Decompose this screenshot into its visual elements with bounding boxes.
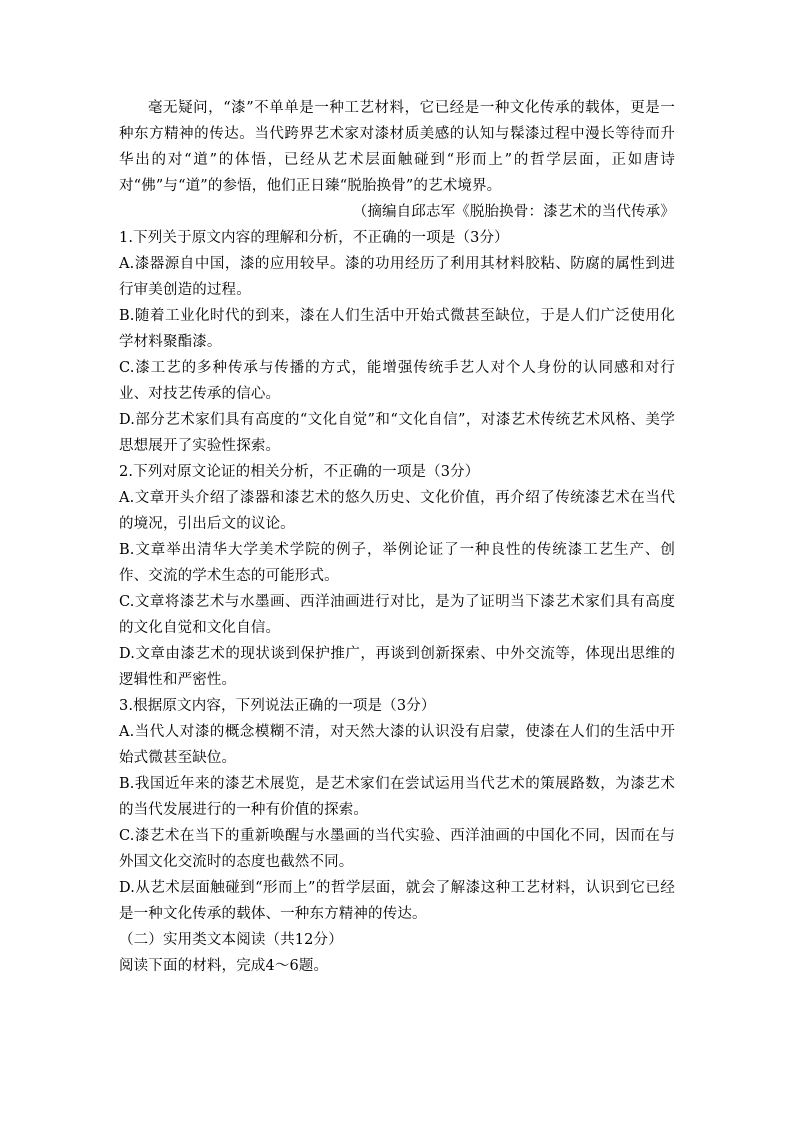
option-b: B.我国近年来的漆艺术展览，是艺术家们在尝试运用当代艺术的策展路数，为漆艺术的当代发展进行的一种有价值的探索。: [119, 776, 675, 818]
question-stem: 1.下列关于原文内容的理解和分析，不正确的一项是（3分）: [119, 230, 509, 246]
option-a: A.漆器源自中国，漆的应用较早。漆的功用经历了利用其材料胶粘、防腐的属性到进行审美创造的过程。: [119, 256, 675, 298]
question-stem: 2.下列对原文论证的相关分析，不正确的一项是（3分）: [119, 464, 480, 480]
question-2: [119, 459, 675, 693]
passage-paragraph: 毫无疑问，“漆”不单单是一种工艺材料，它已经是一种文化传承的载体，更是一种东方精神的传达。当代跨界艺术家对漆材质美感的认知与髹漆过程中漫长等待而升华出的对“道”的体悟，已经从艺术层面触碰到“形而上”的哲学层面，正如唐诗对“佛”与“道”的参悟，他们正日臻“脱胎换骨”的艺术境界。: [119, 100, 675, 194]
section-instruction: 阅读下面的材料，完成4～6题。: [119, 958, 329, 974]
document-page: [119, 95, 675, 979]
passage-source: （摘编自邱志军《脱胎换骨：漆艺术的当代传承》: [352, 204, 675, 220]
question-3: [119, 693, 675, 927]
question-1: [119, 225, 675, 459]
option-c: C.漆艺术在当下的重新唤醒与水墨画的当代实验、西洋油画的中国化不同，因而在与外国文化交流时的态度也截然不同。: [119, 828, 675, 870]
option-a: A.当代人对漆的概念模糊不清，对天然大漆的认识没有启蒙，使漆在人们的生活中开始式微甚至缺位。: [119, 724, 675, 766]
option-d: D.从艺术层面触碰到“形而上”的哲学层面，就会了解漆这种工艺材料，认识到它已经是一种文化传承的载体、一种东方精神的传达。: [119, 880, 675, 922]
option-d: D.文章由漆艺术的现状谈到保护推广，再谈到创新探索、中外交流等，体现出思维的逻辑性和严密性。: [119, 646, 675, 688]
option-c: C.文章将漆艺术与水墨画、西洋油画进行对比，是为了证明当下漆艺术家们具有高度的文化自觉和文化自信。: [119, 594, 675, 636]
option-d: D.部分艺术家们具有高度的“文化自觉”和“文化自信”，对漆艺术传统艺术风格、美学思想展开了实验性探索。: [119, 412, 675, 454]
option-b: B.文章举出清华大学美术学院的例子，举例论证了一种良性的传统漆工艺生产、创作、交流的学术生态的可能形式。: [119, 542, 675, 584]
option-b: B.随着工业化时代的到来，漆在人们生活中开始式微甚至缺位，于是人们广泛使用化学材料聚酯漆。: [119, 308, 675, 350]
section-heading: （二）实用类文本阅读（共12分）: [119, 932, 343, 948]
option-c: C.漆工艺的多种传承与传播的方式，能增强传统手艺人对个人身份的认同感和对行业、对技艺传承的信心。: [119, 360, 675, 402]
option-a: A.文章开头介绍了漆器和漆艺术的悠久历史、文化价值，再介绍了传统漆艺术在当代的境况，引出后文的议论。: [119, 490, 675, 532]
question-stem: 3.根据原文内容，下列说法正确的一项是（3分）: [119, 698, 436, 714]
